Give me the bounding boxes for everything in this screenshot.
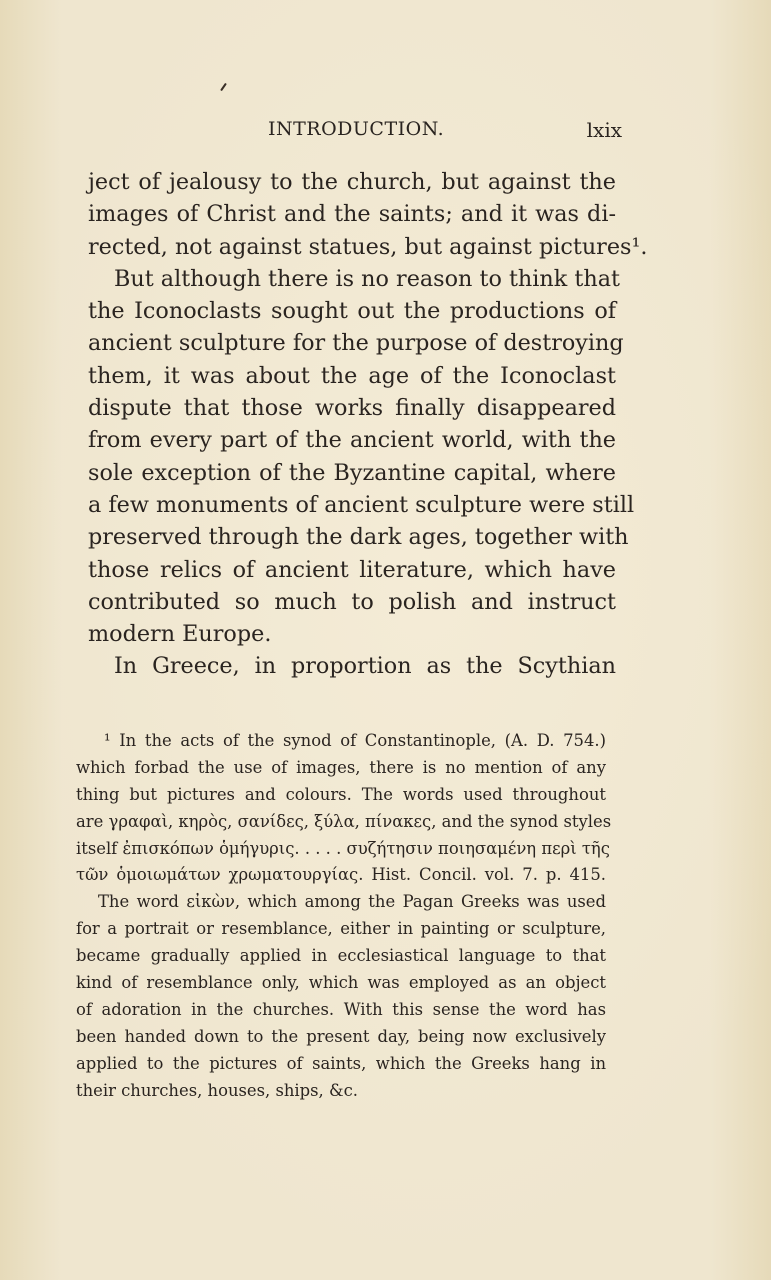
body-line: In Greece, in proportion as the Scythian: [114, 653, 616, 680]
footnote-line: been handed down to the present day, being now exclusively: [76, 1026, 606, 1046]
body-line: those relics of ancient literature, which have: [88, 556, 616, 583]
body-line: preserved through the dark ages, together with: [88, 524, 629, 551]
page-number: lxix: [586, 118, 622, 142]
footnote: [76, 728, 612, 1104]
running-head: [88, 118, 622, 148]
footnote-line: which forbad the use of images, there is no mention of any: [76, 757, 606, 777]
body-line: images of Christ and the saints; and it was di-: [88, 201, 616, 228]
body-line: from every part of the ancient world, with the: [88, 427, 616, 454]
running-title: INTRODUCTION.: [268, 118, 445, 140]
body-line: rected, not against statues, but against pictures¹.: [88, 233, 648, 260]
footnote-line: became gradually applied in ecclesiastical language to that: [76, 946, 606, 966]
footnote-line: kind of resemblance only, which was employed as an object: [76, 973, 606, 993]
body-line: But although there is no reason to think that: [114, 265, 620, 292]
body-line: them, it was about the age of the Iconoclast: [88, 362, 616, 389]
footnote-line: are γραφαὶ, κηρὸς, σανίδες, ξύλα, πίνακες, and the synod styles: [76, 811, 612, 831]
footnote-line: their churches, houses, ships, &c.: [76, 1080, 358, 1100]
footnote-line: τῶν ὁμοιωμάτων χρωματουργίας. Hist. Concil. vol. 7. p. 415.: [76, 865, 606, 885]
body-line: contributed so much to polish and instruct: [88, 588, 616, 615]
footnote-line: of adoration in the churches. With this sense the word has: [76, 999, 606, 1019]
body-line: modern Europe.: [88, 621, 272, 648]
footnote-line: The word εἰκὼν, which among the Pagan Greeks was used: [98, 892, 606, 912]
ink-mark: [220, 83, 227, 92]
body-line: ancient sculpture for the purpose of destroying: [88, 330, 624, 357]
footnote-line: thing but pictures and colours. The words used throughout: [76, 784, 606, 804]
body-line: a few monuments of ancient sculpture were still: [88, 491, 635, 518]
body-text: [88, 166, 648, 683]
body-line: ject of jealousy to the church, but against the: [88, 169, 616, 195]
body-line: sole exception of the Byzantine capital, where: [88, 459, 616, 486]
footnote-line: ¹ In the acts of the synod of Constantinople, (A. D. 754.): [104, 731, 606, 750]
footnote-line: applied to the pictures of saints, which the Greeks hang in: [76, 1053, 606, 1073]
footnote-line: itself ἐπισκόπων ὁμήγυρις. . . . . συζήτησιν ποιησαμένη περὶ τῆς: [76, 838, 610, 858]
footnote-line: for a portrait or resemblance, either in painting or sculpture,: [76, 919, 606, 939]
body-line: dispute that those works finally disappeared: [88, 395, 616, 422]
body-line: the Iconoclasts sought out the productions of: [88, 298, 616, 325]
